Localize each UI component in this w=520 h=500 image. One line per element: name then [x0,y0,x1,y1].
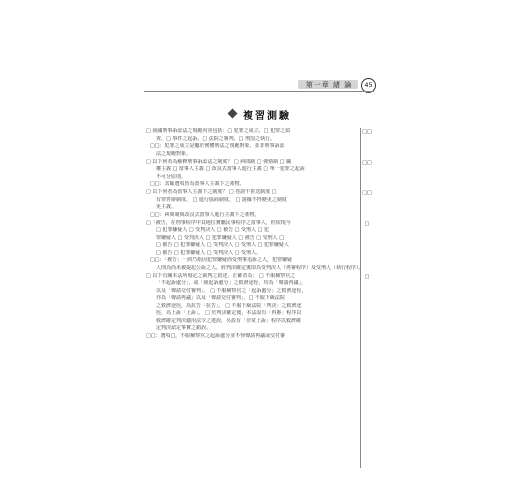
question-line: 人則為尚未被提起公訴之人，經判決確定後即為受判決人（再審程序）及受刑人（執行程序）。 [156,264,364,271]
question-line: □□：糾問制與改良式當事人進行主義下之產物。 [150,211,260,218]
answer-mark: □□ [362,190,372,196]
answer-mark: □ [364,220,370,227]
question-line: 亦為「聲請再議」以及「聲請交付審判」。□ 不服下級法院 [156,295,285,301]
question-line: □ 犯罪嫌疑人 □ 受判決人 □ 被告 □ 受刑人 □ 犯 [156,227,269,233]
section-title-wrap [0,104,520,120]
question-line: □ 我國刑事訴訟法之規範內容包括：□ 犯罪之成立、□ 犯罪之偵 [146,128,290,134]
question-line: 以及「聲請交付審判」。 □ 不服檢察官之「起訴處分」之救濟途徑， [156,287,307,294]
header-rule [144,91,374,92]
question-line: 有罪答辯制度、 □ 進行協商制度、 □ 證據不得變更之制度 [156,196,287,203]
review-questions [146,128,376,468]
question-line: □ 以下有關本法所規定之裁判之敘述，正確者為： □ 不服檢察官之 [146,272,296,279]
question-line: 更主義。 [156,204,177,210]
question-line: 罪嫌疑人 □ 受判決人 □ 犯罪嫌疑人 □ 被告 □ 受刑人 □ [156,234,284,241]
section-title: 複習測驗 [243,111,291,122]
question-item [146,220,376,273]
question-item [146,273,376,333]
question-item [146,333,376,341]
question-item [146,159,376,189]
question-line: 救濟確定判決適用法令之違誤，另設有「非常上訴」程序以救濟確 [156,317,302,324]
question-line: □ 以下何者為解釋刑事訴訟法之制度？ □ 糾問制 □ 彈劾制 □ 職 [146,158,292,165]
question-line: □ 以下何者為當事人主義下之制度？ □ 卷證不併送制度 □ [146,189,277,195]
answer-mark: □ [364,273,370,280]
question-line: 徑，為上訴「上訴」。 □ 於判決確定後，本法設有「再審」程序以 [156,310,302,316]
question-line: 權主義 □ 當事人主義 □ 改良式當事人進行主義 □ 單一犯罪之起訴 [156,166,305,172]
page-number: 45 [361,78,376,93]
question-line: □□：其餘選項皆為當事人主義下之產物。 [150,181,245,187]
question-line: □「被告，在刑事程序中其地位實屬民事程序之當事人，但依現今 [146,219,291,226]
question-line: 不可分原則。 [156,173,187,180]
question-line: 法之規範對象。 [156,150,192,157]
question-item [146,128,376,158]
answer-mark: □□ [362,159,372,166]
diamond-icon [228,109,238,119]
question-line: 「不起訴處分」，或「緩起訴處分」之救濟途徑，均為「聲請再議」， [156,280,307,286]
question-line: □□：選項□，不服檢察官之起訴處分並不得聲請再議或交付審 [146,333,286,339]
chapter-heading: 第一章 緒 論 [305,81,353,89]
question-line: □ 被告 □ 犯罪嫌疑人 □ 受判決人 □ 受刑人。 [156,249,262,256]
question-item [146,189,376,219]
question-line: 定判決認定事實之錯誤。 [156,325,212,331]
question-line: 查、□ 事件之起訴、□ 法院之審判、□ 刑罰之執行。 [156,135,275,142]
question-line: □□：犯罪之成立是屬於實體刑法之規範對象，並非刑事訴訟 [150,143,285,149]
question-line: □□：「被告」一詞乃指因犯罪嫌疑而受刑事追訴之人，犯罪嫌疑 [150,257,292,263]
answer-mark: □□ [362,129,372,135]
question-line: 之救濟途徑，為抗告「抗告」。 □ 不服下級法院「判決」之救濟途 [156,302,302,309]
question-line: □ 被告 □ 犯罪嫌疑人 □ 受判決人 □ 受刑人 □ 犯罪嫌疑人 [156,242,289,248]
